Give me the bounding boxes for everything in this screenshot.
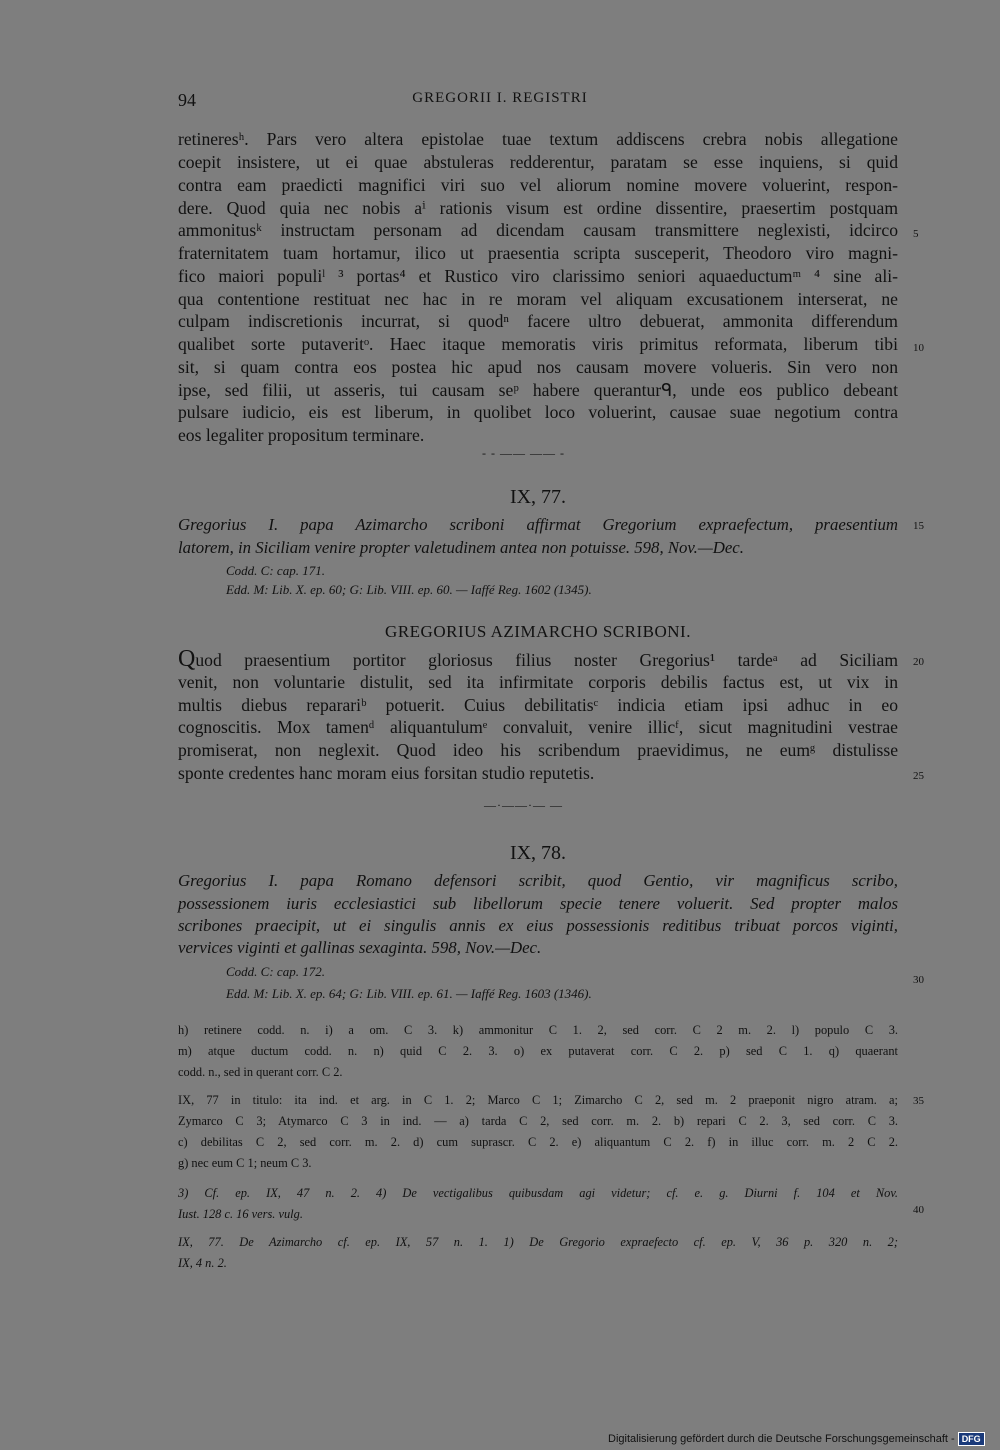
codices-note: Codd. C: cap. 171.	[226, 563, 325, 578]
letter-text-line	[178, 646, 898, 672]
apparatus-line: g) nec eum C 1; neum C 3.	[178, 1156, 312, 1170]
apparatus-line: m) atque ductum codd. n. n) quid C 2. 3. o) ex putaverat corr. C 2. p) sed C 1. q) quaerant	[178, 1044, 898, 1058]
digitization-credit	[608, 1432, 985, 1446]
section-divider: - - —— —— -	[482, 446, 565, 460]
body-line: ipse, sed filii, ut asseris, tui causam seᵖ habere queranturᑫ, unde eos publico debeant	[178, 380, 898, 400]
margin-line-number: 25	[913, 770, 924, 782]
codices-note: Codd. C: cap. 172.	[226, 964, 325, 979]
commentary-note-line: IX, 77. De Azimarcho cf. ep. IX, 57 n. 1. 1) De Gregorio expraefecto cf. ep. V, 36 p. 320 n. 2;	[178, 1235, 898, 1249]
digitization-credit-text: Digitalisierung gefördert durch die Deutsche Forschungsgemeinschaft -	[608, 1433, 955, 1445]
commentary-note-line: IX, 4 n. 2.	[178, 1256, 227, 1270]
margin-line-number: 15	[913, 520, 924, 532]
letter-text-line: venit, non voluntarie distulit, sed ita infirmitate corporis debilis factus est, ut vix in	[178, 672, 898, 692]
margin-line-number: 40	[913, 1204, 924, 1216]
body-line: pulsare iudicio, eis est liberum, in quolibet loco voluerint, causae suae negotium contra	[178, 402, 898, 422]
page-number: 94	[178, 90, 196, 110]
commentary-note-line: Iust. 128 c. 16 vers. vulg.	[178, 1207, 303, 1221]
apparatus-line: codd. n., sed in querant corr. C 2.	[178, 1065, 343, 1079]
letter-summary-line: latorem, in Siciliam venire propter valetudinem antea non potuisse. 598, Nov.—Dec.	[178, 538, 744, 557]
margin-line-number: 20	[913, 656, 924, 668]
body-line: sit, si quam contra eos postea hic apud nos causam movere volueris. Sin vero non	[178, 357, 898, 377]
margin-line-number: 10	[913, 342, 924, 354]
body-line: fraternitatem tuam hortamur, ilico ut praesentia scripta susceperit, Theodoro viro magni-	[178, 243, 898, 263]
letter-number: IX, 78.	[509, 842, 567, 864]
editions-note: Edd. M: Lib. X. ep. 64; G: Lib. VIII. ep. 61. — Iaffé Reg. 1603 (1346).	[226, 986, 592, 1001]
drop-cap: Q	[178, 646, 196, 672]
letter-text-line-content: uod praesentium portitor gloriosus filius noster Gregorius¹ tardeᵃ ad Siciliam	[195, 650, 898, 670]
body-line: coepit insistere, ut ei quae abstuleras redderentur, paratam se esse inquiens, si quid	[178, 152, 898, 172]
letter-text-line: promiserat, non neglexit. Quod ideo his scribendum praevidimus, ne eumᵍ distulisse	[178, 740, 898, 760]
apparatus-line: c) debilitas C 2, sed corr. m. 2. d) cum suprascr. C 2. e) aliquantum C 2. f) in illuc corr. m. 2 C 2.	[178, 1135, 898, 1149]
apparatus-line: IX, 77 in titulo: ita ind. et arg. in C 1. 2; Marco C 1; Zimarcho C 2, sed m. 2 praeponit nigro atram. a;	[178, 1093, 898, 1107]
margin-line-number: 5	[913, 228, 919, 240]
body-line: ammonitusᵏ instructam personam ad dicendam causam transmittere neglexisti, idcirco	[178, 220, 898, 240]
dfg-logo: DFG	[958, 1432, 985, 1446]
section-divider: —·——·— —	[484, 798, 563, 812]
body-line: eos legaliter propositum terminare.	[178, 425, 425, 445]
editions-note: Edd. M: Lib. X. ep. 60; G: Lib. VIII. ep. 60. — Iaffé Reg. 1602 (1345).	[226, 582, 592, 597]
letter-address: GREGORIUS AZIMARCHO SCRIBONI.	[385, 622, 691, 641]
body-line: contra eam praedicti magnifici viri suo vel aliorum nomine movere voluerint, respon-	[178, 175, 898, 195]
letter-text-line: multis diebus reparariᵇ potuerit. Cuius debilitatisᶜ indicia etiam ipsi adhuc in eo	[178, 695, 898, 715]
letter-summary-line: Gregorius I. papa Romano defensori scribit, quod Gentio, vir magnificus scribo,	[178, 871, 898, 890]
body-line: dere. Quod quia nec nobis aⁱ rationis visum est ordine dissentire, praesertim postquam	[178, 198, 898, 218]
body-line: retineresʰ. Pars vero altera epistolae tuae textum addiscens crebra nobis allegatione	[178, 129, 898, 149]
letter-text-line: cognoscitis. Mox tamenᵈ aliquantulumᵉ convaluit, venire illicᶠ, sicut magnitudini vestrae	[178, 717, 898, 737]
letter-summary-line: Gregorius I. papa Azimarcho scriboni affirmat Gregorium expraefectum, praesentium	[178, 515, 898, 534]
letter-text-line: sponte credentes hanc moram eius forsitan studio reputetis.	[178, 763, 595, 783]
apparatus-line: h) retinere codd. n. i) a om. C 3. k) ammonitur C 1. 2, sed corr. C 2 m. 2. l) populo C 3.	[178, 1023, 898, 1037]
margin-line-number: 35	[913, 1095, 924, 1107]
commentary-note-line: 3) Cf. ep. IX, 47 n. 2. 4) De vectigalibus quibusdam agi videtur; cf. e. g. Diurni f. 104 et Nov.	[178, 1186, 898, 1200]
margin-line-number: 30	[913, 974, 924, 986]
letter-summary-line: vervices viginti et gallinas sexaginta. 598, Nov.—Dec.	[178, 938, 542, 957]
body-line: culpam indiscretionis incurrat, si quodⁿ facere ultro debuerat, ammonita differendum	[178, 311, 898, 331]
apparatus-line: Zymarco C 3; Atymarco C 3 in ind. — a) tarda C 2, sed corr. m. 2. b) repari C 2. 3, sed corr. C 3.	[178, 1114, 898, 1128]
letter-number: IX, 77.	[509, 486, 567, 508]
body-line: qua contentione restituat nec hac in re moram vel aliquam excusationem interserat, ne	[178, 289, 898, 309]
body-line: fico maiori populiˡ ³ portas⁴ et Rustico viro clarissimo seniori aquaeductumᵐ ⁴ sine ali-	[178, 266, 898, 286]
letter-summary-line: scribones praecipit, ut ei singulis annis ex eius possessionis reditibus tribuat porcos viginti,	[178, 916, 898, 935]
body-line: qualibet sorte putaveritᵒ. Haec itaque memoratis viris primitus reformata, liberum tibi	[178, 334, 898, 354]
letter-summary-line: possessionem iuris ecclesiastici sub libellorum specie tenere voluerit. Sed propter malos	[178, 894, 898, 913]
running-title: GREGORII I. REGISTRI	[412, 90, 588, 106]
